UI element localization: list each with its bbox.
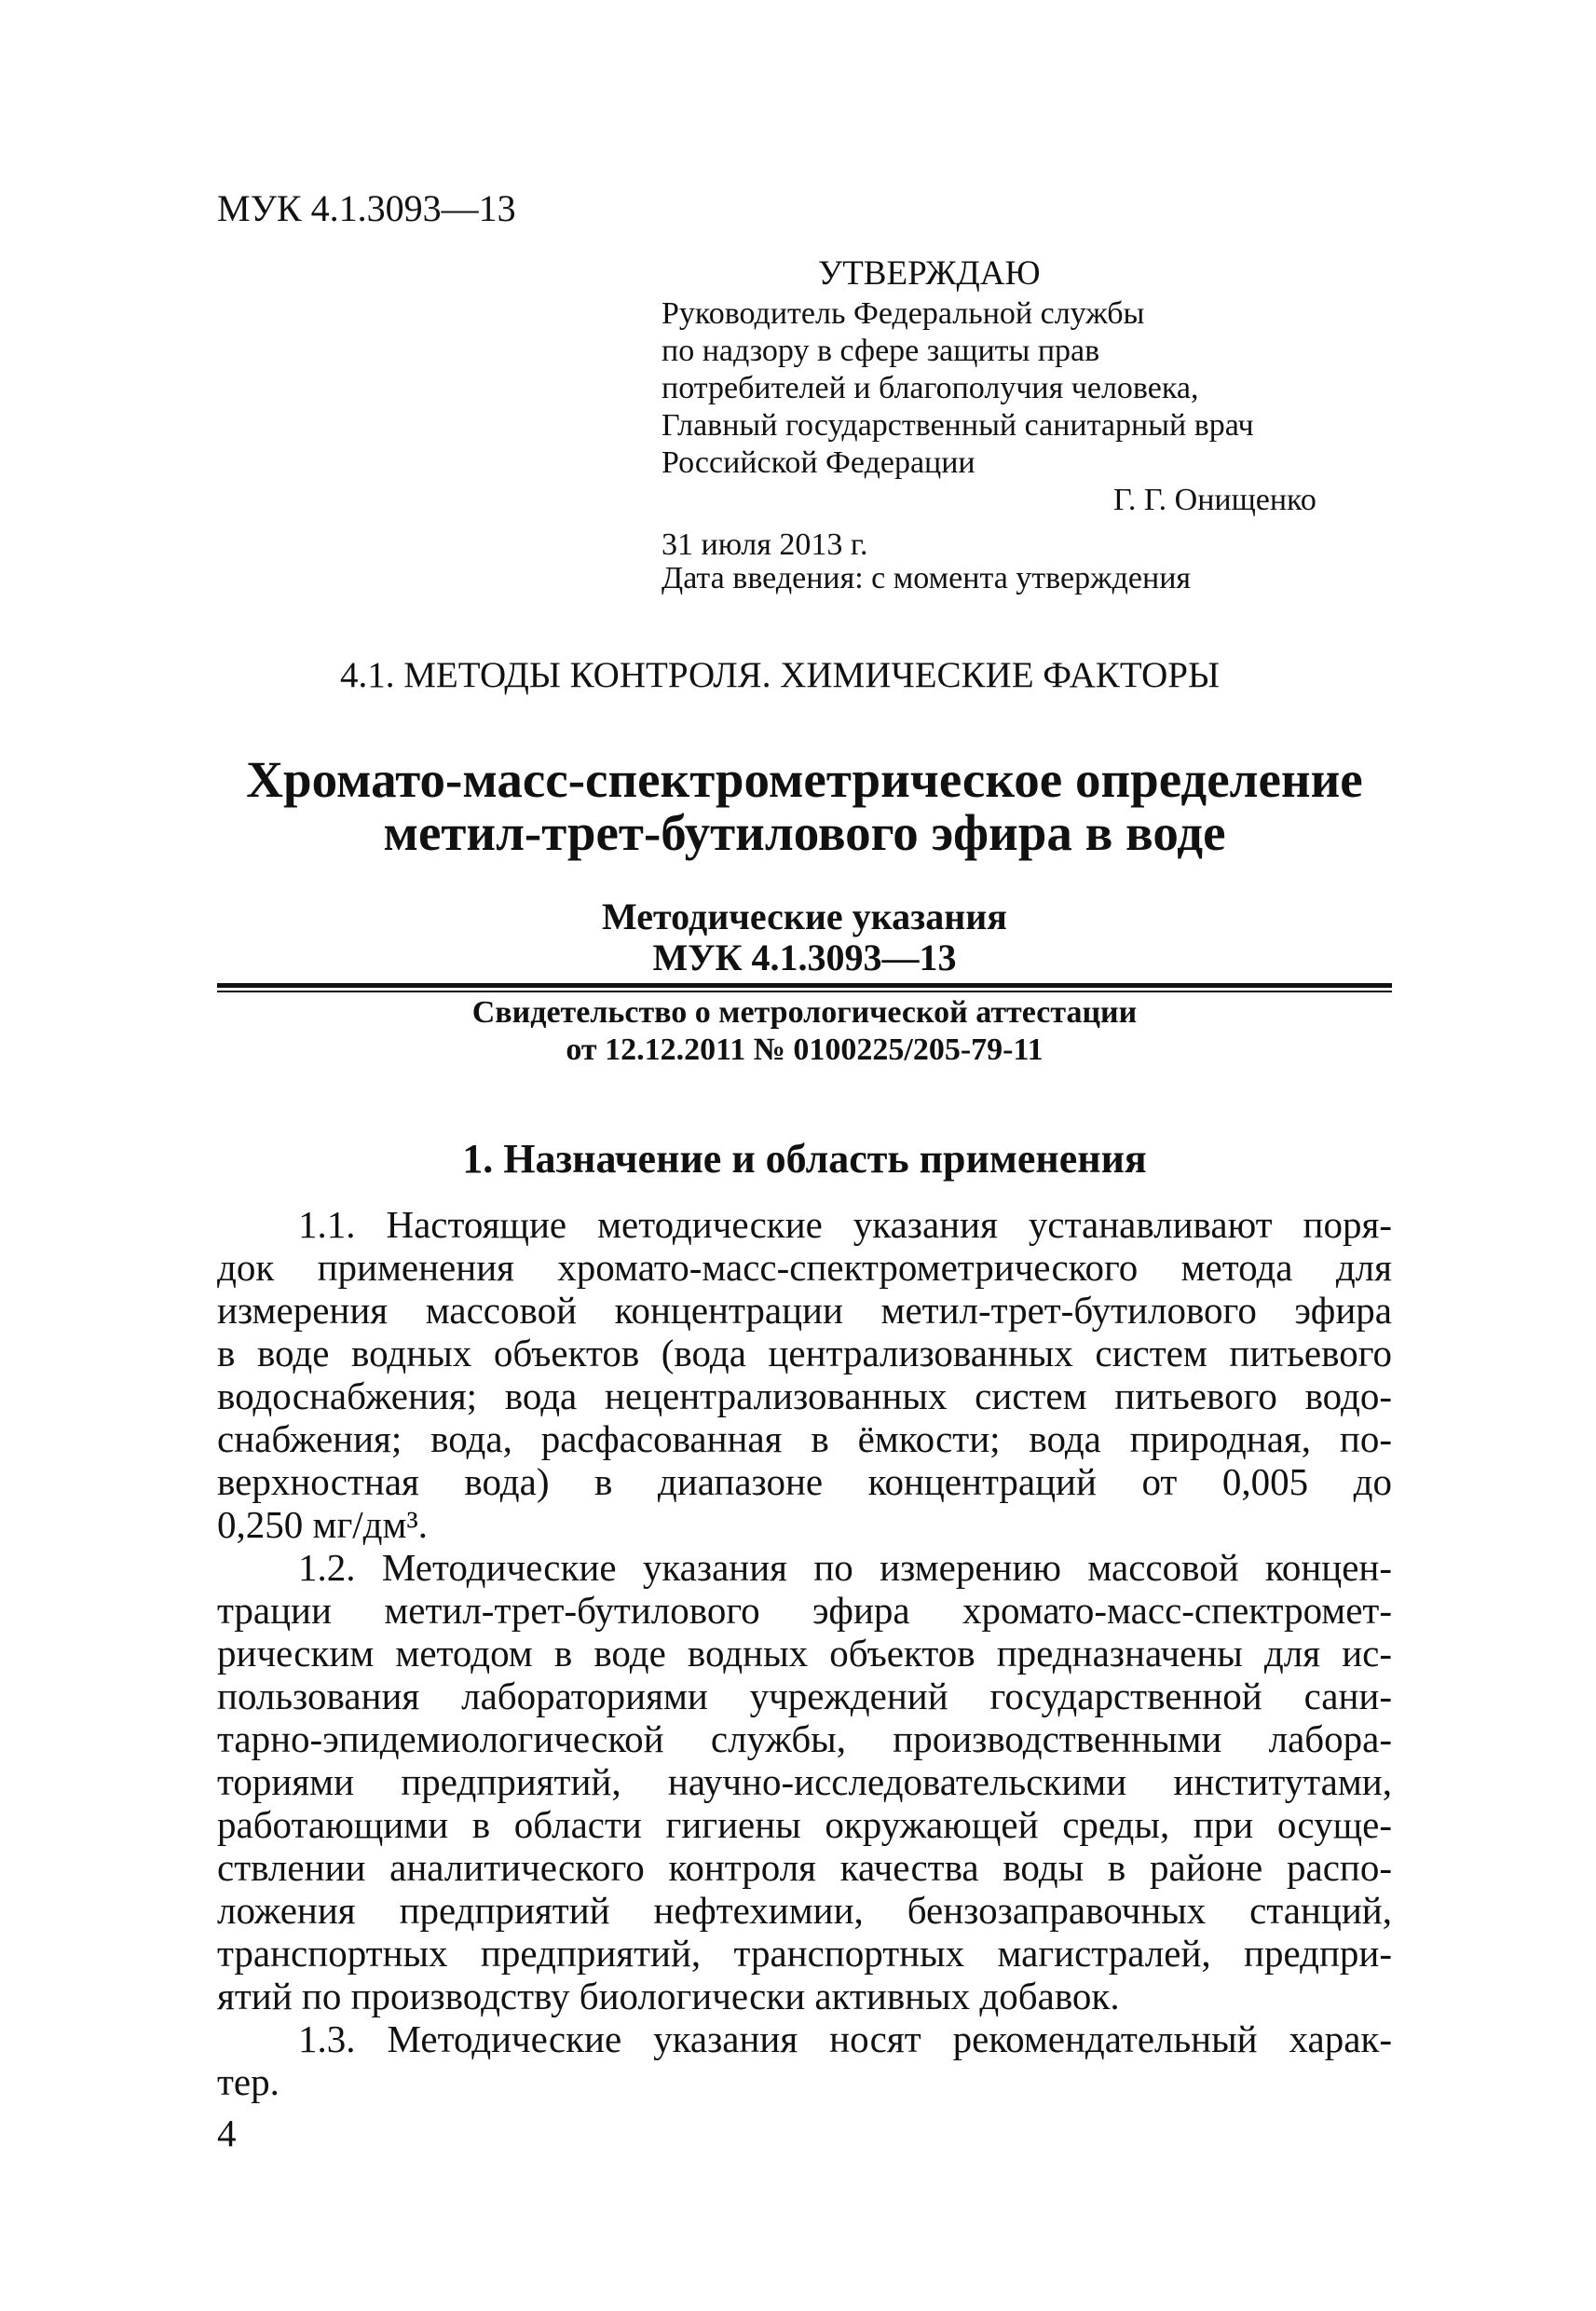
body-text-line: работающими в области гигиены окружающей среды, при осуще-	[217, 1803, 1392, 1846]
approval-date: 31 июля 2013 г.	[662, 527, 868, 562]
body-text-line: 1.1. Настоящие методические указания устанавливают поря-	[298, 1203, 1392, 1246]
body-text-line: тарно-эпидемиологической службы, производственными лабора-	[217, 1717, 1392, 1760]
body-text-line: ствлении аналитического контроля качества воды в районе распо-	[217, 1846, 1392, 1889]
document-title-line: Хромато-масс-спектрометрическое определение	[246, 751, 1363, 808]
body-text-line: ториями предприятий, научно-исследовательскими институтами,	[217, 1760, 1392, 1803]
document-code-header: МУК 4.1.3093—13	[217, 187, 516, 229]
approval-line: Руководитель Федеральной службы	[662, 296, 1145, 331]
effective-date: Дата введения: с момента утверждения	[662, 561, 1192, 595]
body-text-line: ложения предприятий нефтехимии, бензозаправочных станций,	[217, 1889, 1392, 1932]
section-heading: 1. Назначение и область применения	[462, 1136, 1147, 1182]
body-text-line: в воде водных объектов (вода централизованных систем питьевого	[217, 1332, 1392, 1374]
divider-rule	[217, 983, 1392, 988]
body-text-line: снабжения; вода, расфасованная в ёмкости; вода природная, по-	[217, 1417, 1392, 1460]
body-text-line: док применения хромато-масс-спектрометрического метода для	[217, 1246, 1392, 1289]
approval-heading: УТВЕРЖДАЮ	[818, 254, 1041, 293]
body-text-line: 1.2. Методические указания по измерению массовой концен-	[298, 1546, 1392, 1589]
body-text-line: верхностная вода) в диапазоне концентраций от 0,005 до	[217, 1460, 1392, 1503]
approval-line: по надзору в сфере защиты прав	[662, 334, 1100, 368]
certificate-line: от 12.12.2011 № 0100225/205-79-11	[566, 1032, 1044, 1067]
section-code: 4.1. МЕТОДЫ КОНТРОЛЯ. ХИМИЧЕСКИЕ ФАКТОРЫ	[340, 655, 1220, 695]
certificate-line: Свидетельство о метрологической аттестации	[471, 995, 1138, 1030]
body-text-line: тер.	[217, 2060, 280, 2103]
approval-line: потребителей и благополучия человека,	[662, 371, 1199, 405]
divider-rule	[217, 991, 1392, 992]
body-text-line: трации метил-трет-бутилового эфира хромато-масс-спектромет-	[217, 1589, 1392, 1632]
document-number: МУК 4.1.3093—13	[652, 937, 957, 978]
body-text-line: измерения массовой концентрации метил-трет-бутилового эфира	[217, 1289, 1392, 1332]
body-text-line: транспортных предприятий, транспортных магистралей, предпри-	[217, 1932, 1392, 1975]
approval-line: Главный государственный санитарный врач	[662, 408, 1254, 443]
document-title-line: метил-трет-бутилового эфира в воде	[383, 804, 1226, 861]
body-text-line: водоснабжения; вода нецентрализованных систем питьевого водо-	[217, 1374, 1392, 1417]
approval-signer: Г. Г. Онищенко	[1113, 483, 1316, 517]
body-text-line: ятий по производству биологически активных добавок.	[217, 1975, 1120, 2017]
body-text-line: 1.3. Методические указания носят рекомендательный харак-	[298, 2017, 1392, 2060]
document-type: Методические указания	[602, 896, 1007, 937]
body-text-line: 0,250 мг/дм³.	[217, 1503, 429, 1546]
approval-line: Российской Федерации	[662, 445, 975, 480]
page-number: 4	[217, 2112, 237, 2154]
body-text-line: рическим методом в воде водных объектов предназначены для ис-	[217, 1632, 1392, 1675]
body-text-line: пользования лабораториями учреждений государственной сани-	[217, 1675, 1392, 1717]
